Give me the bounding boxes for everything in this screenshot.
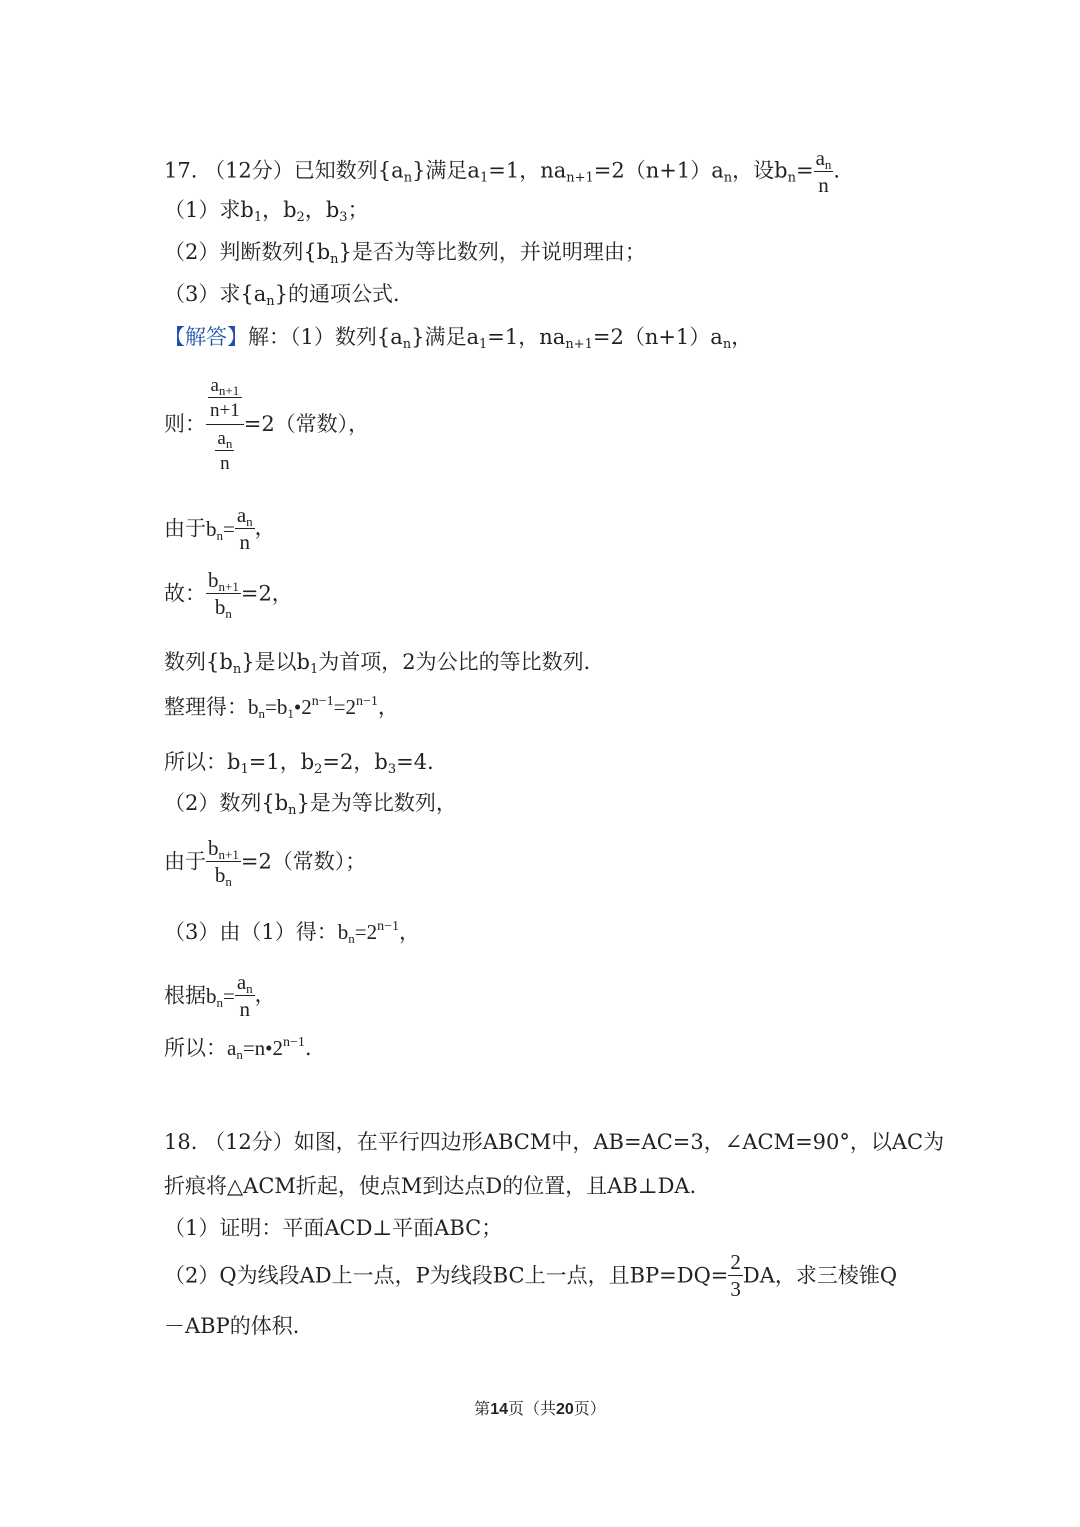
q17-part3-answer: （3）由（1）得：$b_n=2^{n-1}$， bbox=[164, 919, 420, 946]
q17-answer-start: 【解答】解：（1）数列$\{a_n\}$满足$a_1=1$，$na_{n+1}=2(n+1)a_n$， bbox=[164, 325, 753, 352]
q17-part2-answer: （2）数列$\{b_n\}$是为等比数列， bbox=[164, 791, 457, 818]
q17-basis-line: 根据$b_n=$ $\frac{a_n}{n}$ ， bbox=[164, 970, 276, 1021]
q18-line3: （1）证明：平面ACD⊥平面ABC； bbox=[164, 1216, 503, 1240]
q17-so-line: 故： $\frac{b_{n+1}}{b_n}$ =2， bbox=[164, 568, 293, 621]
two-thirds-fraction: $\frac{2}{3}$ bbox=[730, 1250, 741, 1301]
q17-since-line: 由于$b_n=$ $\frac{a_n}{n}$ ， bbox=[164, 503, 276, 554]
answer-tag: 【解答】 bbox=[164, 325, 248, 349]
q17-part2: （2）判断数列$\{b_n\}$是否为等比数列，并说明理由； bbox=[164, 240, 646, 267]
q18-line5: －ABP的体积． bbox=[164, 1314, 314, 1338]
page-footer: 第14页（共20页） bbox=[474, 1399, 606, 1418]
q17-part1: （1）求$b_1$，$b_2$，$b_3$； bbox=[164, 198, 369, 225]
q17-header: 17. （12分）已知数列$\{a_n\}$满足$a_1=1$，$na_{n+1}=2(n+1)a_n$，设$b_n=$ $\frac{a_n}{n}$ . bbox=[164, 146, 841, 197]
q17-geo-line: 数列$\{b_n\}$是以$b_1$为首项，2为公比的等比数列． bbox=[164, 650, 605, 677]
q18-line1: 18. （12分）如图，在平行四边形ABCM中，AB=AC=3，∠ACM=90°，以AC为 bbox=[164, 1130, 945, 1154]
q18-line4: （2）Q为线段AD上一点，P为线段BC上一点，且BP=DQ= $\frac{2}{3}$ DA，求三棱锥Q bbox=[164, 1250, 898, 1301]
q17-arrange-line: 整理得：$b_n=b_1•2^{n-1}=2^{n-1}$， bbox=[164, 694, 399, 721]
q18-line2: 折痕将△ACM折起，使点M到达点D的位置，且AB⊥DA． bbox=[164, 1174, 711, 1198]
q17-part3: （3）求$\{a_n\}$的通项公式． bbox=[164, 282, 414, 309]
compound-fraction: $\frac{\frac{a_{n+1}}{n+1}}{\frac{a_n}{n}}$ bbox=[206, 376, 244, 473]
q17-then-line: 则： $\frac{\frac{a_{n+1}}{n+1}}{\frac{a_n}{n}}$ =2（常数）， bbox=[164, 375, 370, 474]
q17-result-line: 所以：$b_1=1$，$b_2=2$，$b_3=4$． bbox=[164, 750, 449, 777]
an-over-n-fraction: $\frac{a_n}{n}$ bbox=[815, 146, 832, 197]
q17-since2-line: 由于 $\frac{b_{n+1}}{b_n}$ =2（常数）； bbox=[164, 836, 367, 889]
q17-final-line: 所以：$a_n=n•2^{n-1}$． bbox=[164, 1035, 326, 1062]
